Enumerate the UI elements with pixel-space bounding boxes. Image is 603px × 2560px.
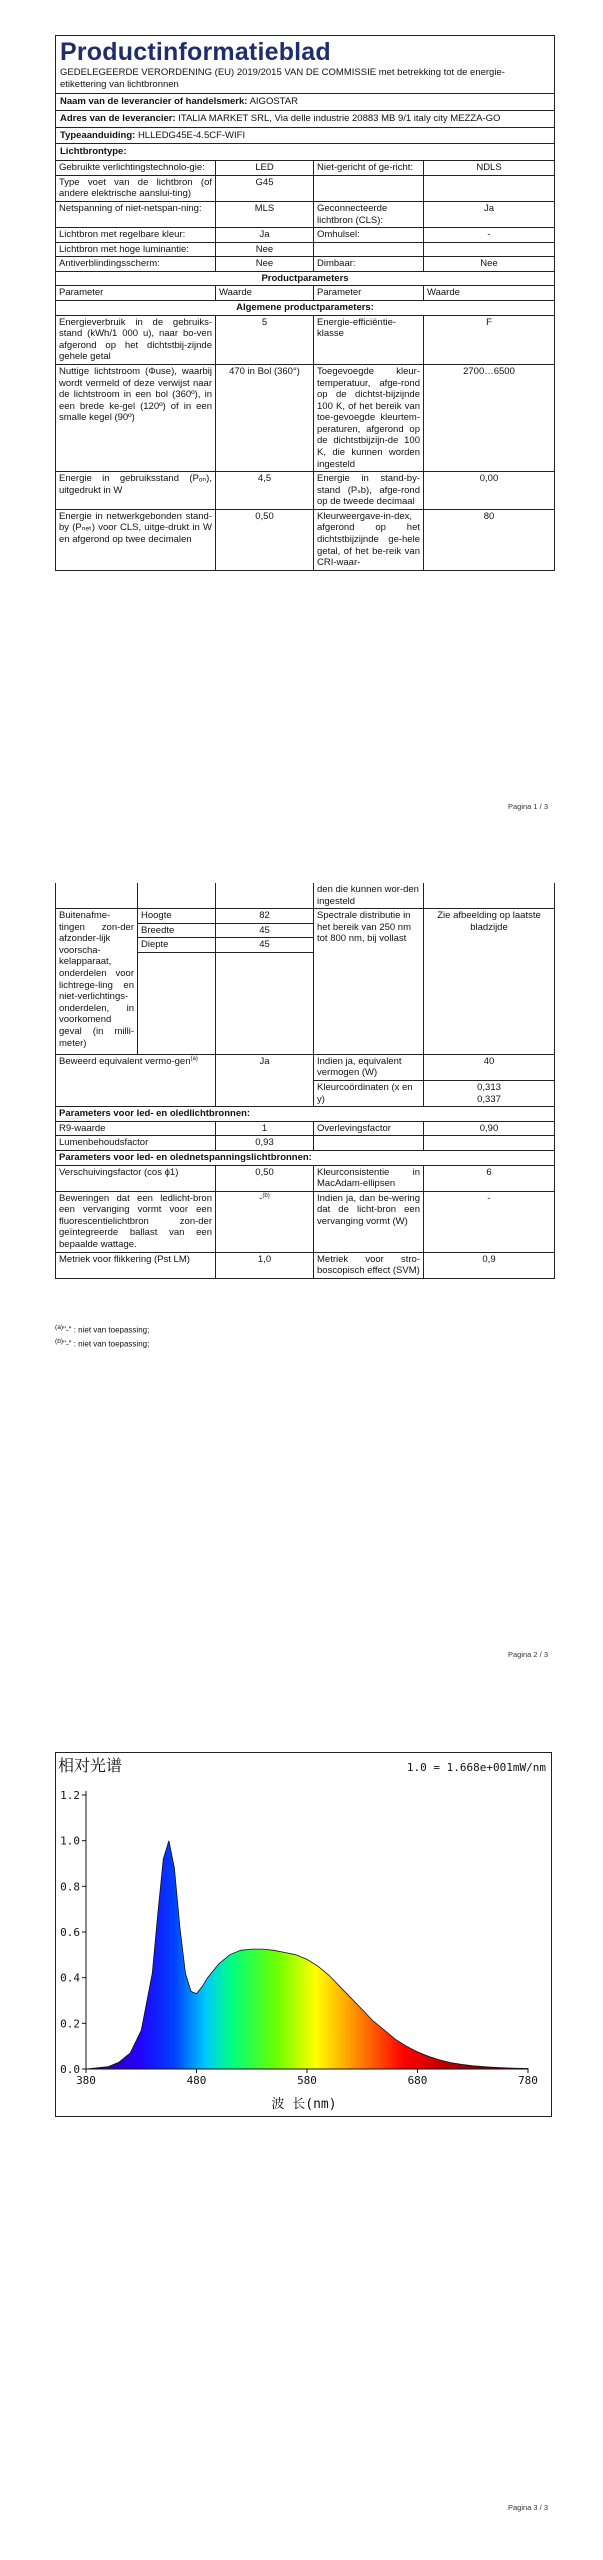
product-row: [56, 472, 555, 510]
param-label: Kleurconsistentie in MacAdam-ellipsen: [314, 1165, 424, 1191]
chromaticity-y: 0,337: [477, 1093, 501, 1105]
lightsource-row: [56, 242, 555, 257]
param-label: Netspanning of niet-netspan-ning:: [56, 201, 216, 227]
mains-params-title: Parameters voor led- en olednetspanningslichtbronnen:: [56, 1150, 555, 1165]
param-value: 0,9: [424, 1252, 555, 1278]
spectrum-area: [86, 1841, 528, 2069]
dimensions-label: Buitenafme-tingen zon-der afzonder-lijk voorscha-kelapparaat, onderdelen voor lichtrege-ling en niet-verlichtings-onderdelen, in voorkomend geval (in milli-meter): [56, 909, 138, 1055]
param-value: 0,50: [216, 1165, 314, 1191]
led-params-title: Parameters voor led- en oledlichtbronnen:: [56, 1107, 555, 1122]
spectrum-chart-frame: [55, 1752, 552, 2117]
header-parameter: Parameter: [314, 286, 424, 301]
param-value: Ja: [424, 201, 555, 227]
spectral-label: Spectrale distributie in het bereik van 250 nm tot 800 nm, bij vollast: [314, 909, 424, 1055]
param-value: Nee: [216, 257, 314, 272]
param-label: Antiverblindingsscherm:: [56, 257, 216, 272]
param-label: R9-waarde: [56, 1121, 216, 1136]
param-label: Niet-gericht of ge-richt:: [314, 161, 424, 176]
address-label: Adres van de leverancier:: [60, 112, 176, 124]
param-label: Gebruikte verlichtingstechnolo-gie:: [56, 161, 216, 176]
param-value: Ja: [216, 228, 314, 243]
footnote-mark-b: (b): [262, 1192, 270, 1199]
equivalent-power-value: Ja: [216, 1054, 314, 1106]
chromaticity-x: 0,313: [477, 1082, 501, 1094]
lightsource-row: [56, 175, 555, 201]
footnote-a-text: "-" : niet van toepassing;: [63, 1325, 150, 1335]
param-value: G45: [216, 175, 314, 201]
type-row: [56, 127, 554, 144]
param-label: [314, 175, 424, 201]
param-row: [56, 1191, 555, 1252]
depth-label: Diepte: [138, 938, 216, 953]
lightsource-row: [56, 161, 555, 176]
param-value: 0,93: [216, 1136, 314, 1151]
type-value: HLLEDG45E-4.5CF-WIFI: [137, 129, 246, 141]
x-tick-label: 680: [407, 2074, 428, 2087]
page-title: Productinformatieblad: [60, 38, 331, 66]
y-tick-label: 0.8: [60, 1880, 80, 1894]
y-tick-label: 1.2: [60, 1789, 80, 1802]
param-label: Geconnecteerde lichtbron (CLS):: [314, 201, 424, 227]
supplier-value: AIGOSTAR: [249, 95, 298, 107]
param-value: -: [424, 228, 555, 243]
param-row: [56, 1136, 555, 1151]
x-tick-label: 580: [297, 2074, 317, 2087]
y-tick-label: 0.4: [60, 1971, 80, 1985]
footnote-a-mark: (a): [55, 1324, 64, 1331]
page-number: Pagina 3 / 3: [507, 2503, 548, 2512]
param-value: 4,5: [216, 472, 314, 510]
param-label: Energie in netwerkgebonden stand-by (Pₙₑₜ) voor CLS, uitge-drukt in W en afgerond op twee decimalen: [56, 509, 216, 570]
product-row: [56, 315, 555, 364]
info-sheet-frame: [55, 35, 555, 571]
cri-label-continued: den die kunnen wor-den ingesteld: [314, 883, 424, 909]
param-value: 2700…6500: [424, 364, 555, 471]
param-row: [56, 1121, 555, 1136]
product-table: [55, 271, 555, 571]
x-tick-label: 380: [76, 2074, 96, 2087]
param-label: Lumenbehoudsfactor: [56, 1136, 216, 1151]
footnote-b-mark: (b): [55, 1337, 64, 1345]
y-tick-label: 0.6: [60, 1926, 80, 1939]
footnote-a: [55, 1323, 149, 1337]
param-value: NDLS: [424, 161, 555, 176]
address-value: ITALIA MARKET SRL, Via delle industrie 20883 MB 9/1 italy city MEZZA-GO: [178, 112, 501, 124]
general-params-title: Algemene productparameters:: [56, 301, 555, 316]
y-tick-label: 0.2: [60, 2017, 80, 2031]
footnotes: [55, 1323, 149, 1350]
page-2: [0, 883, 603, 1683]
footnote-mark-a: (a): [190, 1055, 198, 1062]
param-value: 0,00: [424, 472, 555, 510]
value-text: -: [259, 1192, 263, 1204]
param-label: Omhulsel:: [314, 228, 424, 243]
y-tick-label: 0.0: [60, 2063, 80, 2076]
page-number: Pagina 1 / 3: [507, 802, 548, 811]
x-tick-label: 480: [186, 2074, 207, 2087]
param-value: 1,0: [216, 1252, 314, 1278]
equivalent-power-text: Beweerd equivalent vermo-gen: [59, 1056, 191, 1068]
height-label: Hoogte: [138, 909, 216, 924]
spectral-value: Zie afbeelding op laatste bladzijde: [424, 909, 555, 1055]
width-label: Breedte: [138, 923, 216, 938]
header-value: Waarde: [216, 286, 314, 301]
param-value: [424, 175, 555, 201]
header-parameter: Parameter: [56, 286, 216, 301]
param-value: -: [424, 1191, 555, 1252]
param-label: Lichtbron met regelbare kleur:: [56, 228, 216, 243]
footnote-b: [55, 1337, 149, 1351]
param-value: 470 in Bol (360°): [216, 364, 314, 471]
param-label: Metriek voor stro-boscopisch effect (SVM): [314, 1252, 424, 1278]
lightsource-type-heading: Lichtbrontype:: [56, 143, 554, 160]
depth-value: 45: [216, 938, 314, 953]
chromaticity-label: Kleurcoördinaten (x en y): [314, 1081, 424, 1107]
header-value: Waarde: [424, 286, 555, 301]
width-value: 45: [216, 923, 314, 938]
param-label: Metriek voor flikkering (Pst LM): [56, 1252, 216, 1278]
footnote-b-text: "-" : niet van toepassing;: [63, 1339, 150, 1349]
x-tick-label: 780: [518, 2074, 538, 2087]
param-value: 1: [216, 1121, 314, 1136]
param-label: Kleurweergave-in-dex, afgerond op het dichtstbijzijnde ge-hele getal, of het be-reik van CRI-waar-: [314, 509, 424, 570]
lightsource-row: [56, 257, 555, 272]
param-label: Toegevoegde kleur-temperatuur, afge-rond op de dichtst-bijzijnde 100 K, of het bereik van toe-gevoegde kleurtem-peraturen, afgerond op de dichtstbijzijn-de 100 K, die kunnen worden ingesteld: [314, 364, 424, 471]
product-section-title: Productparameters: [56, 271, 555, 286]
equivalent-watt-value: 40: [424, 1054, 555, 1080]
supplier-label: Naam van de leverancier of handelsmerk:: [60, 95, 248, 107]
param-value: 5: [216, 315, 314, 364]
param-label: [314, 242, 424, 257]
address-row: [56, 110, 554, 127]
param-label: [314, 1136, 424, 1151]
regulation-text: GEDELEGEERDE VERORDENING (EU) 2019/2015 VAN DE COMMISSIE met betrekking tot de energie-etikettering van lichtbronnen: [60, 67, 505, 90]
chromaticity-values: [424, 1081, 555, 1107]
param-value: 80: [424, 509, 555, 570]
page-1: [0, 0, 603, 830]
param-label: Energie in gebruiksstand (Pₒₙ), uitgedrukt in W: [56, 472, 216, 510]
param-label: Indien ja, dan be-wering dat de licht-bron een vervanging vormt (W): [314, 1191, 424, 1252]
param-label: Nuttige lichtstroom (Φuse), waarbij wordt vermeld of deze verwijst naar de lichtstroom in een bol (360º), in een brede ke-gel (120º) of in een smalle kegel (90º): [56, 364, 216, 471]
product-table-continued: [55, 883, 555, 1279]
lightsource-row: [56, 228, 555, 243]
lightsource-table: [55, 160, 555, 272]
chart-title: 相对光谱: [58, 1756, 123, 1775]
param-label: Overlevingsfactor: [314, 1121, 424, 1136]
param-value: [424, 1136, 555, 1151]
lightsource-row: [56, 201, 555, 227]
param-label: Type voet van de lichtbron (of andere elektrische aanslui-ting): [56, 175, 216, 201]
y-tick-label: 1.0: [60, 1834, 80, 1848]
param-label: Verschuivingsfactor (cos ϕ1): [56, 1165, 216, 1191]
type-label: Typeaanduiding:: [60, 129, 136, 141]
param-label: Dimbaar:: [314, 257, 424, 272]
param-value: 0,50: [216, 509, 314, 570]
page-number: Pagina 2 / 3: [507, 1650, 548, 1659]
product-row: [56, 364, 555, 471]
param-label: Energieverbruik in de gebruiks-stand (kWh/1 000 u), naar bo-ven afgerond op het dichtstbij-zijnde gehele getal: [56, 315, 216, 364]
param-value: 6: [424, 1165, 555, 1191]
spectrum-chart: [56, 1753, 551, 2116]
param-label: Lichtbron met hoge luminantie:: [56, 242, 216, 257]
product-row: [56, 509, 555, 570]
param-value: F: [424, 315, 555, 364]
param-value: LED: [216, 161, 314, 176]
param-label: Energie in stand-by-stand (Pₛb), afge-rond op de tweede decimaal: [314, 472, 424, 510]
param-value: [216, 1191, 314, 1252]
equivalent-watt-label: Indien ja, equivalent vermogen (W): [314, 1054, 424, 1080]
param-value: MLS: [216, 201, 314, 227]
param-row: [56, 1252, 555, 1278]
x-axis-label: 波 长(nm): [271, 2097, 337, 2112]
supplier-row: [56, 93, 554, 110]
param-label: Beweringen dat een ledlicht-bron een vervanging vormt voor een fluorescentielichtbron zon-der geïntegreerde ballast van een bepaalde wattage.: [56, 1191, 216, 1252]
param-label: Energie-efficiëntie-klasse: [314, 315, 424, 364]
param-value: Nee: [216, 242, 314, 257]
param-value: [424, 242, 555, 257]
chart-annotation: 1.0 = 1.668e+001mW/nm: [406, 1761, 546, 1774]
param-row: [56, 1165, 555, 1191]
equivalent-power-label: [56, 1054, 216, 1106]
param-value: Nee: [424, 257, 555, 272]
height-value: 82: [216, 909, 314, 924]
param-value: 0,90: [424, 1121, 555, 1136]
